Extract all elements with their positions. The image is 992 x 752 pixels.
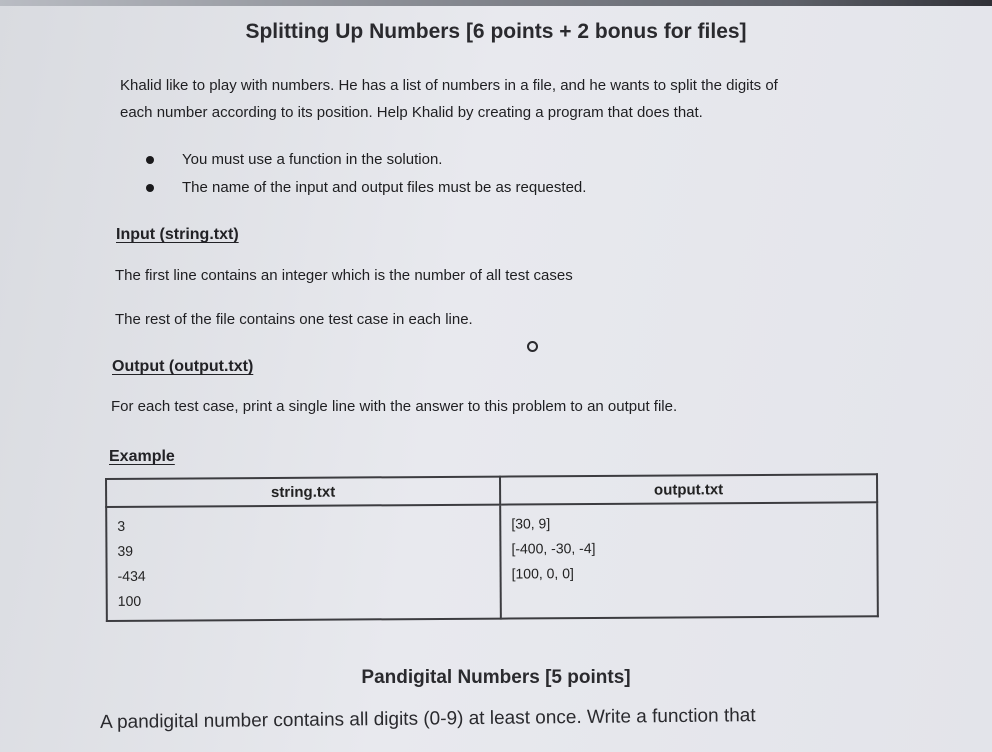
input-value: 100 [117, 592, 142, 609]
next-problem-intro: A pandigital number contains all digits (0-9) at least once. Write a function that [100, 705, 756, 733]
list-item [146, 146, 586, 174]
input-value: 39 [117, 542, 134, 559]
next-problem-title: Pandigital Numbers [5 points] [361, 667, 631, 688]
bullet-icon [146, 156, 154, 164]
circle-marker-icon [527, 341, 538, 352]
output-value: [100, 0, 0] [511, 565, 574, 582]
problem-description [120, 72, 778, 126]
output-cell [500, 502, 878, 618]
column-header-input: string.txt [106, 477, 500, 507]
description-line: Khalid like to play with numbers. He has a list of numbers in a file, and he wants to split the digits of [120, 77, 778, 94]
requirement-text: You must use a function in the solution. [182, 151, 443, 168]
table-row [106, 502, 878, 621]
requirements-list [146, 146, 586, 202]
output-heading: Output (output.txt) [112, 358, 254, 375]
problem-title: Splitting Up Numbers [6 points + 2 bonus for files] [245, 20, 747, 43]
input-value: -434 [117, 567, 146, 584]
input-heading: Input (string.txt) [116, 226, 239, 243]
list-item [146, 174, 586, 202]
requirement-text: The name of the input and output files must be as requested. [182, 179, 587, 196]
bullet-icon [146, 184, 154, 192]
example-table [105, 473, 879, 622]
output-description: For each test case, print a single line with the answer to this problem to an output file. [111, 398, 678, 415]
input-cell [106, 505, 501, 621]
example-heading: Example [109, 448, 175, 465]
input-value: 3 [117, 517, 126, 534]
description-line: each number according to its position. Help Khalid by creating a program that does that. [120, 104, 703, 121]
output-value: [-400, -30, -4] [511, 540, 596, 557]
input-line: The first line contains an integer which is the number of all test cases [115, 267, 573, 284]
output-value: [30, 9] [511, 515, 551, 532]
screen-edge [0, 0, 992, 6]
column-header-output: output.txt [500, 474, 877, 504]
input-line: The rest of the file contains one test case in each line. [115, 311, 473, 328]
